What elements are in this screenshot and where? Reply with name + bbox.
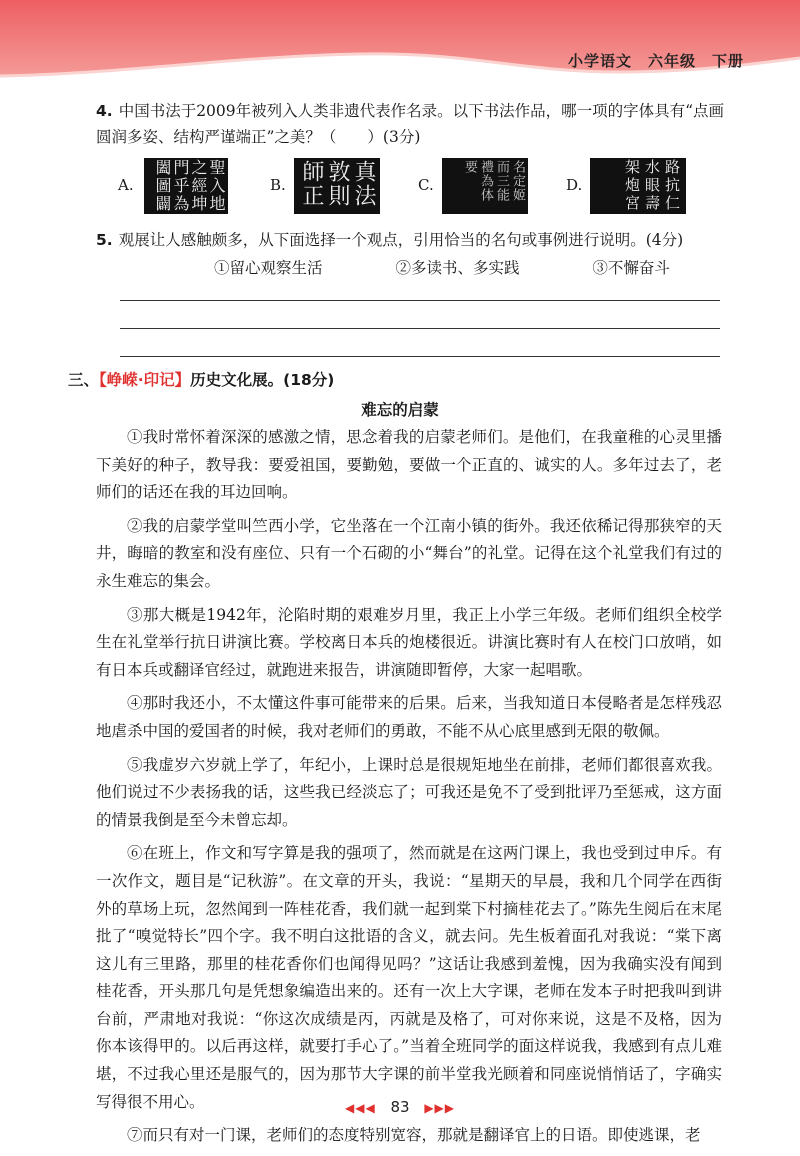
calligraphy-image-a: 聖入地之經坤門乎為闔圖闢	[144, 158, 228, 214]
question-number: 4.	[96, 102, 113, 120]
section-heading	[68, 368, 334, 390]
viewpoint-2: ②多读书、多实践	[395, 259, 520, 277]
answer-line[interactable]	[120, 300, 720, 301]
page-number: 83	[390, 1098, 410, 1116]
answer-line[interactable]	[120, 328, 720, 329]
option-b[interactable]	[270, 158, 400, 216]
next-arrows-icon: ▶▶▶	[424, 1101, 456, 1115]
option-letter: A.	[118, 176, 134, 194]
option-a[interactable]	[118, 158, 238, 216]
question-4	[96, 98, 726, 150]
paragraph-3: ③那大概是1942年，沦陷时期的艰难岁月里，我正上小学三年级。老师们组织全校学生在礼堂举行抗日讲演比赛。学校离日本兵的炮楼很近。讲演比赛时有人在校门口放哨，如有日本兵或翻译官经过，就跑进来报告，讲演随即暂停，大家一起唱歌。	[96, 605, 722, 679]
option-letter: C.	[418, 176, 434, 194]
answer-line[interactable]	[120, 356, 720, 357]
option-letter: D.	[566, 176, 583, 194]
option-letter: B.	[270, 176, 286, 194]
calligraphy-image-c: 名定姬而三能禮為体要	[442, 158, 528, 214]
section-tag: 【峥嵘·印记】	[99, 371, 191, 389]
paragraph-6: ⑥在班上，作文和写字算是我的强项了，然而就是在这两门课上，我也受到过申斥。有一次作文，题目是“记秋游”。在文章的开头，我说：“星期天的早晨，我和几个同学在西街外的草场上玩，忽然闻到一阵桂花香，我们就一起到棠下村摘桂花去了。”陈先生阅后在末尾批了“嗅觉特长”四个字。我不明白这批语的含义，就去问。先生板着面孔对我说：“棠下离这儿有三里路，那里的桂花香你们也闻得见吗？”这话让我感到羞愧，因为我确实没有闻到桂花香，开头那几句是凭想象编造出来的。还有一次上大字课，老师在发本子时把我叫到讲台前，严肃地对我说：“你这次成绩是丙，丙就是及格了，可对你来说，这是不及格，因为你本该得甲的。以后再这样，就要打手心了。”当着全班同学的面这样说我，我感到有点儿难堪，不过我心里还是服气的，因为那节大字课的前半堂我光顾着和同座说悄悄话了，字确实写得很不用心。	[96, 844, 722, 1111]
question-text: 观展让人感触颇多，从下面选择一个观点，引用恰当的名句或事例进行说明。(4分)	[118, 231, 684, 249]
calligraphy-image-d: 路抗仁水眼壽架炮宮	[590, 158, 686, 214]
prev-arrows-icon: ◀◀◀	[344, 1101, 376, 1115]
paragraph-2: ②我的启蒙学堂叫竺西小学，它坐落在一个江南小镇的街外。我还依稀记得那狭窄的天井，晦暗的教室和没有座位、只有一个石砌的小“舞台”的礼堂。记得在这个礼堂我们有过的永生难忘的集会。	[96, 516, 722, 590]
header-title: 小学语文 六年级 下册	[567, 52, 744, 70]
paragraph-7: ⑦而只有对一门课，老师们的态度特别宽容，那就是翻译官上的日语。即使逃课，老	[127, 1126, 701, 1145]
article-body	[96, 424, 722, 1156]
question-text: 中国书法于2009年被列入人类非遗代表作名录。以下书法作品，哪一项的字体具有“点画圆润多姿、结构严谨端正”之美？（ ）(3分)	[96, 102, 725, 146]
question-5	[96, 227, 726, 253]
paragraph-5: ⑤我虚岁六岁就上学了，年纪小，上课时总是很规矩地坐在前排，老师们都很喜欢我。他们说过不少表扬我的话，这些我已经淡忘了；可我还是免不了受到批评乃至惩戒，这方面的情景我倒是至今未曾忘却。	[96, 755, 722, 829]
article-title: 难忘的启蒙	[361, 401, 439, 419]
calligraphy-image-b: 真法敦則師正	[294, 158, 380, 214]
viewpoint-options	[214, 256, 704, 278]
section-number: 三、	[68, 371, 100, 389]
page-footer	[0, 1098, 800, 1116]
section-title: 历史文化展。(18分)	[190, 371, 335, 389]
paragraph-1: ①我时常怀着深深的感激之情，思念着我的启蒙老师们。是他们，在我童稚的心灵里播下美好的种子，教导我：要爱祖国，要勤勉，要做一个正直的、诚实的人。多年过去了，老师们的话还在我的耳边回响。	[96, 428, 722, 502]
question-number: 5.	[96, 231, 113, 249]
paragraph-4: ④那时我还小，不太懂这件事可能带来的后果。后来，当我知道日本侵略者是怎样残忍地虐杀中国的爱国者的时候，我对老师们的勇敢，不能不从心底里感到无限的敬佩。	[96, 694, 722, 740]
option-d[interactable]	[566, 158, 716, 216]
header-banner	[0, 0, 800, 85]
viewpoint-1: ①留心观察生活	[214, 259, 323, 277]
option-c[interactable]	[418, 158, 548, 216]
viewpoint-3: ③不懈奋斗	[592, 259, 670, 277]
